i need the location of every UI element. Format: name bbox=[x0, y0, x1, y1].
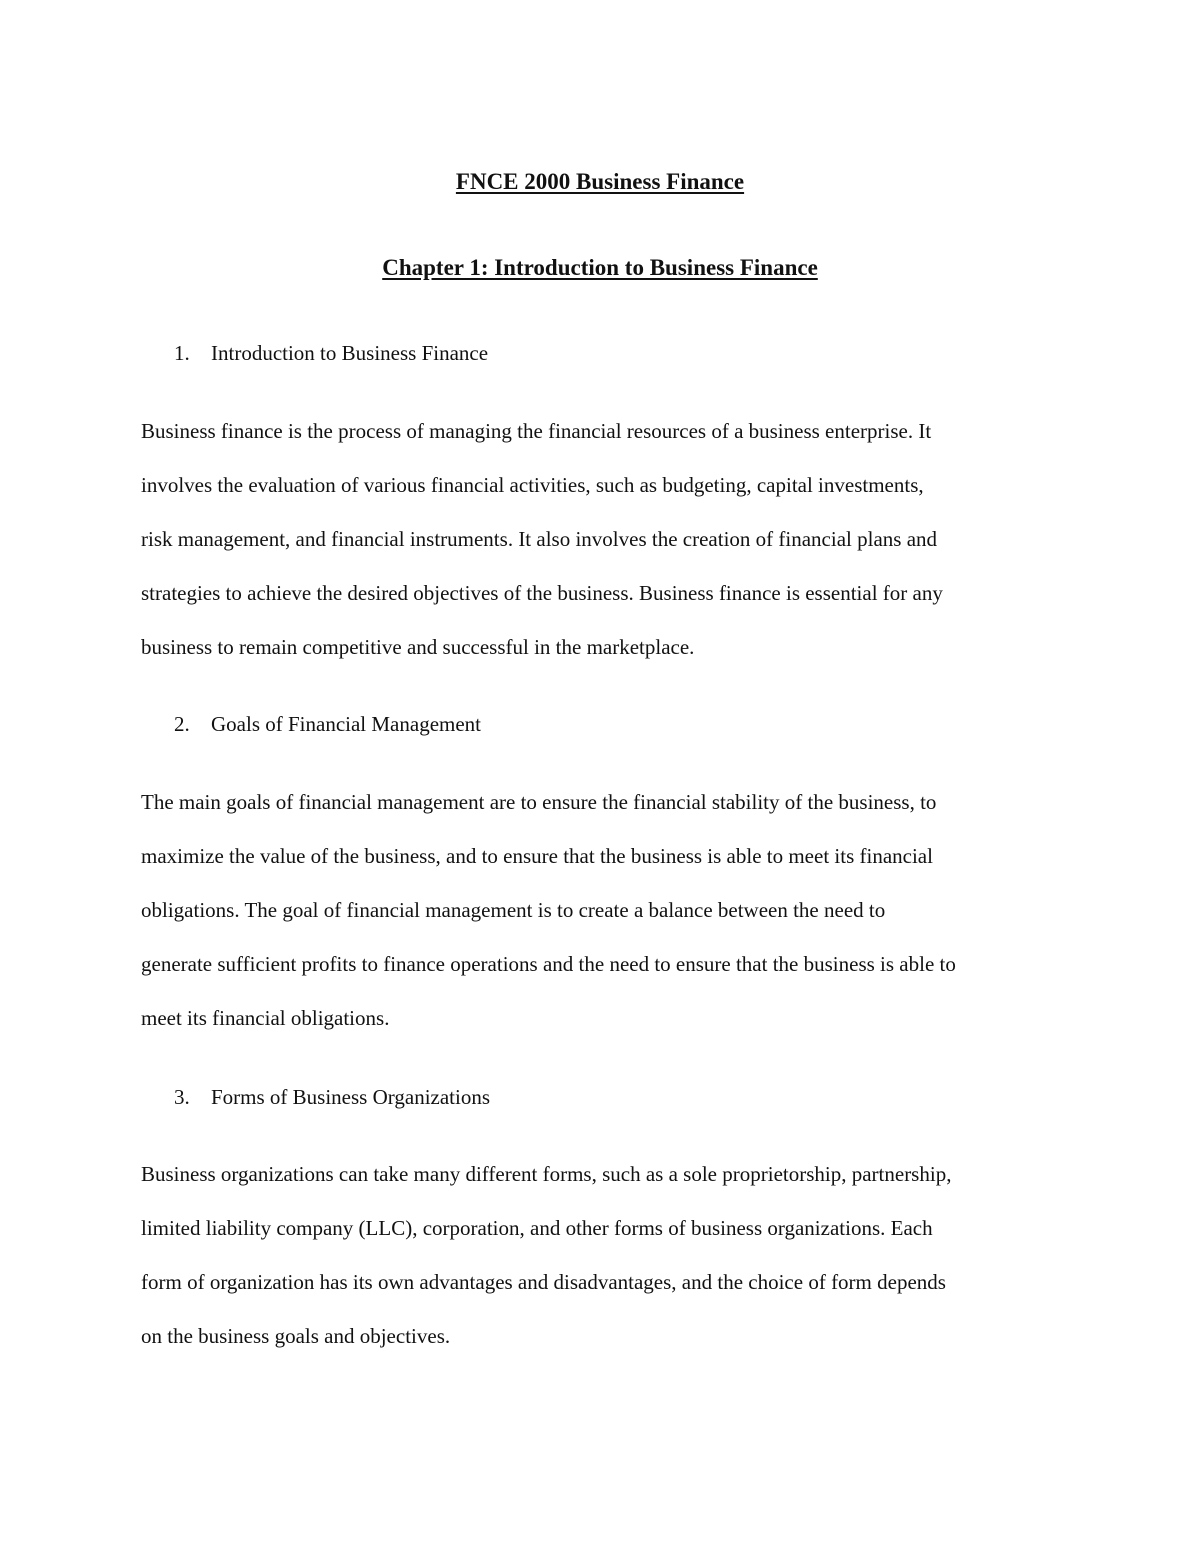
paragraph-line: involves the evaluation of various financial activities, such as budgeting, capital investments, bbox=[141, 473, 924, 497]
section-paragraph-1 bbox=[141, 404, 1081, 674]
paragraph-line: meet its financial obligations. bbox=[141, 1006, 390, 1030]
section-title: Goals of Financial Management bbox=[211, 712, 482, 736]
section-number: 3. bbox=[174, 1085, 190, 1109]
section-number: 2. bbox=[174, 712, 190, 736]
section-title: Introduction to Business Finance bbox=[211, 341, 489, 365]
paragraph-line: strategies to achieve the desired objectives of the business. Business finance is essential for any bbox=[141, 581, 943, 605]
paragraph-line: Business finance is the process of managing the financial resources of a business enterprise. It bbox=[141, 419, 932, 443]
chapter-title: Chapter 1: Introduction to Business Finance bbox=[382, 255, 818, 280]
paragraph-line: risk management, and financial instruments. It also involves the creation of financial plans and bbox=[141, 527, 938, 551]
paragraph-line: form of organization has its own advantages and disadvantages, and the choice of form depends bbox=[141, 1270, 946, 1294]
document-title: FNCE 2000 Business Finance bbox=[455, 169, 745, 194]
section-number: 1. bbox=[174, 341, 190, 365]
paragraph-line: The main goals of financial management are to ensure the financial stability of the business, to bbox=[141, 790, 937, 814]
section-paragraph-3 bbox=[141, 1147, 1081, 1363]
section-title: Forms of Business Organizations bbox=[211, 1085, 491, 1109]
paragraph-line: business to remain competitive and successful in the marketplace. bbox=[141, 635, 695, 659]
section-paragraph-2 bbox=[141, 775, 1081, 1045]
paragraph-line: maximize the value of the business, and to ensure that the business is able to meet its financial bbox=[141, 844, 933, 868]
paragraph-line: obligations. The goal of financial management is to create a balance between the need to bbox=[141, 898, 886, 922]
paragraph-line: Business organizations can take many different forms, such as a sole proprietorship, partnership, bbox=[141, 1162, 952, 1186]
paragraph-line: generate sufficient profits to finance operations and the need to ensure that the business is able to bbox=[141, 952, 956, 976]
paragraph-line: limited liability company (LLC), corporation, and other forms of business organizations. Each bbox=[141, 1216, 933, 1240]
paragraph-line: on the business goals and objectives. bbox=[141, 1324, 451, 1348]
